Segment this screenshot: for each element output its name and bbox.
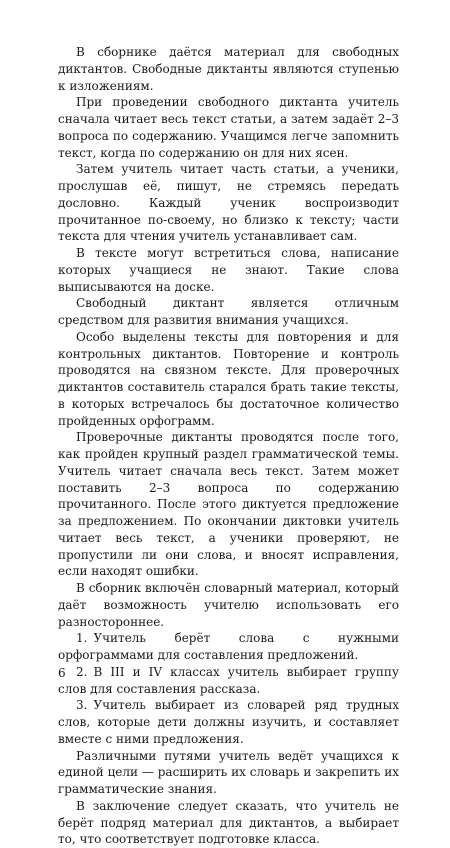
list-item-2: 2. В III и IV классах учитель выбирает группу слов для составления рассказа. [58,664,399,696]
paragraph-intro: В сборнике даётся материал для свободных диктантов. Свободные диктанты являются ступенью к изложениям. [58,45,399,93]
paragraph-unknown-words: В тексте могут встретиться слова, написание которых учащиеся не знают. Такие слова выписываются на доске. [58,246,399,294]
paragraph-writing: Затем учитель читает часть статьи, а ученики, прослушав её, пишут, не стремясь передать дословно. Каждый ученик воспроизводит прочитанное по-своему, но близко к тексту; части текста для чтения учитель устанавливает сам. [58,162,399,244]
page-number: 6 [58,666,66,680]
paragraph-procedure: При проведении свободного диктанта учитель сначала читает весь текст статьи, а затем задаёт 2–3 вопроса по содержанию. Учащимся легче запомнить текст, когда по содержанию он для них ясен. [58,95,399,160]
list-item-3: 3. Учитель выбирает из словарей ряд трудных слов, которые дети должны изучить, и составляет вместе с ними предложения. [58,698,399,746]
page-body [58,44,399,848]
paragraph-conclusion: В заключение следует сказать, что учитель не берёт подряд материал для диктантов, а выбирает то, что соответствует подготовке класса. [58,798,399,847]
paragraph-vocabulary: В сборник включён словарный материал, который даёт возможность учителю использовать его разностороннее. [58,581,399,629]
paragraph-ways: Различными путями учитель ведёт учащихся к единой цели — расширить их словарь и закрепить их грамматические знания. [58,748,399,796]
paragraph-test-dictations: Проверочные диктанты проводятся после того, как пройден крупный раздел грамматической темы. Учитель читает сначала весь текст. Затем может поставить 2–3 вопроса по содержанию прочитанного. После этого диктуется предложение за предложением. По окончании диктовки учитель читает весь текст, а ученики проверяют, не пропустили ли они слова, и вносят исправления, если находят ошибки. [58,430,399,579]
list-item-1: 1. Учитель берёт слова с нужными орфограммами для составления предложений. [58,631,399,662]
paragraph-attention: Свободный диктант является отличным средством для развития внимания учащихся. [58,296,399,327]
paragraph-control-texts: Особо выделены тексты для повторения и для контрольных диктантов. Повторение и контроль проводятся на связном тексте. Для проверочных диктантов составитель старался брать такие тексты, в которых встречалось бы достаточное количество пройденных орфограмм. [58,329,399,428]
